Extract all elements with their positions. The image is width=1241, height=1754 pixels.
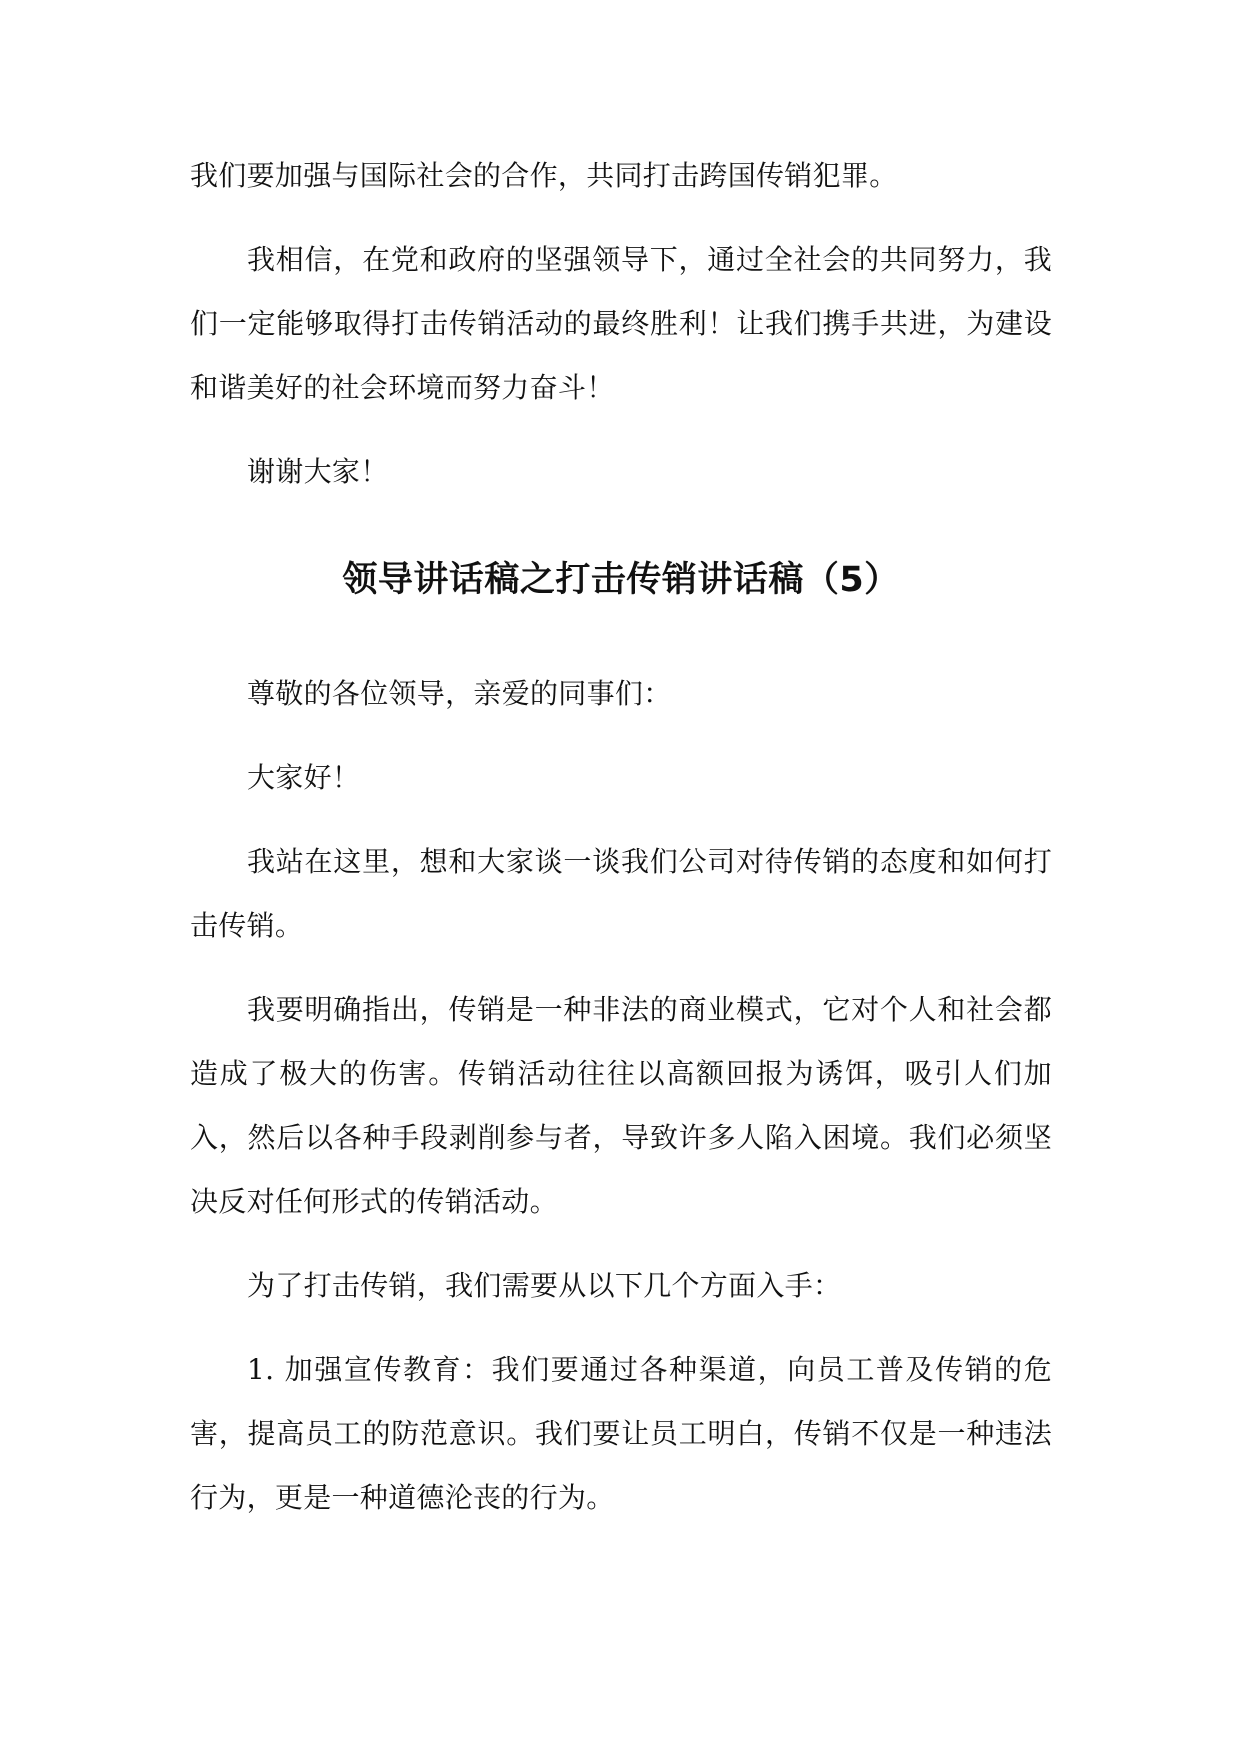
paragraph-definition: 我要明确指出，传销是一种非法的商业模式，它对个人和社会都造成了极大的伤害。传销活动往往以高额回报为诱饵，吸引人们加入，然后以各种手段剥削参与者，导致许多人陷入困境。我们必须坚决反对任何形式的传销活动。 [190,993,1052,1218]
paragraph-closing-belief: 我相信，在党和政府的坚强领导下，通过全社会的共同努力，我们一定能够取得打击传销活动的最终胜利！让我们携手共进，为建设和谐美好的社会环境而努力奋斗！ [190,243,1052,404]
section-title: 领导讲话稿之打击传销讲话稿（5） [342,560,900,600]
document-body [190,144,1052,1550]
paragraph-greeting: 大家好！ [247,761,361,794]
paragraph-topic: 我站在这里，想和大家谈一谈我们公司对待传销的态度和如何打击传销。 [190,845,1052,942]
paragraph-measure-1: 1. 加强宣传教育：我们要通过各种渠道，向员工普及传销的危害，提高员工的防范意识。我们要让员工明白，传销不仅是一种违法行为，更是一种道德沦丧的行为。 [190,1353,1052,1514]
paragraph-measures-intro: 为了打击传销，我们需要从以下几个方面入手： [247,1269,842,1302]
paragraph-continuation: 我们要加强与国际社会的合作，共同打击跨国传销犯罪。 [190,159,898,192]
paragraph-thanks: 谢谢大家！ [247,455,389,488]
paragraph-salutation: 尊敬的各位领导，亲爱的同事们： [247,677,672,710]
